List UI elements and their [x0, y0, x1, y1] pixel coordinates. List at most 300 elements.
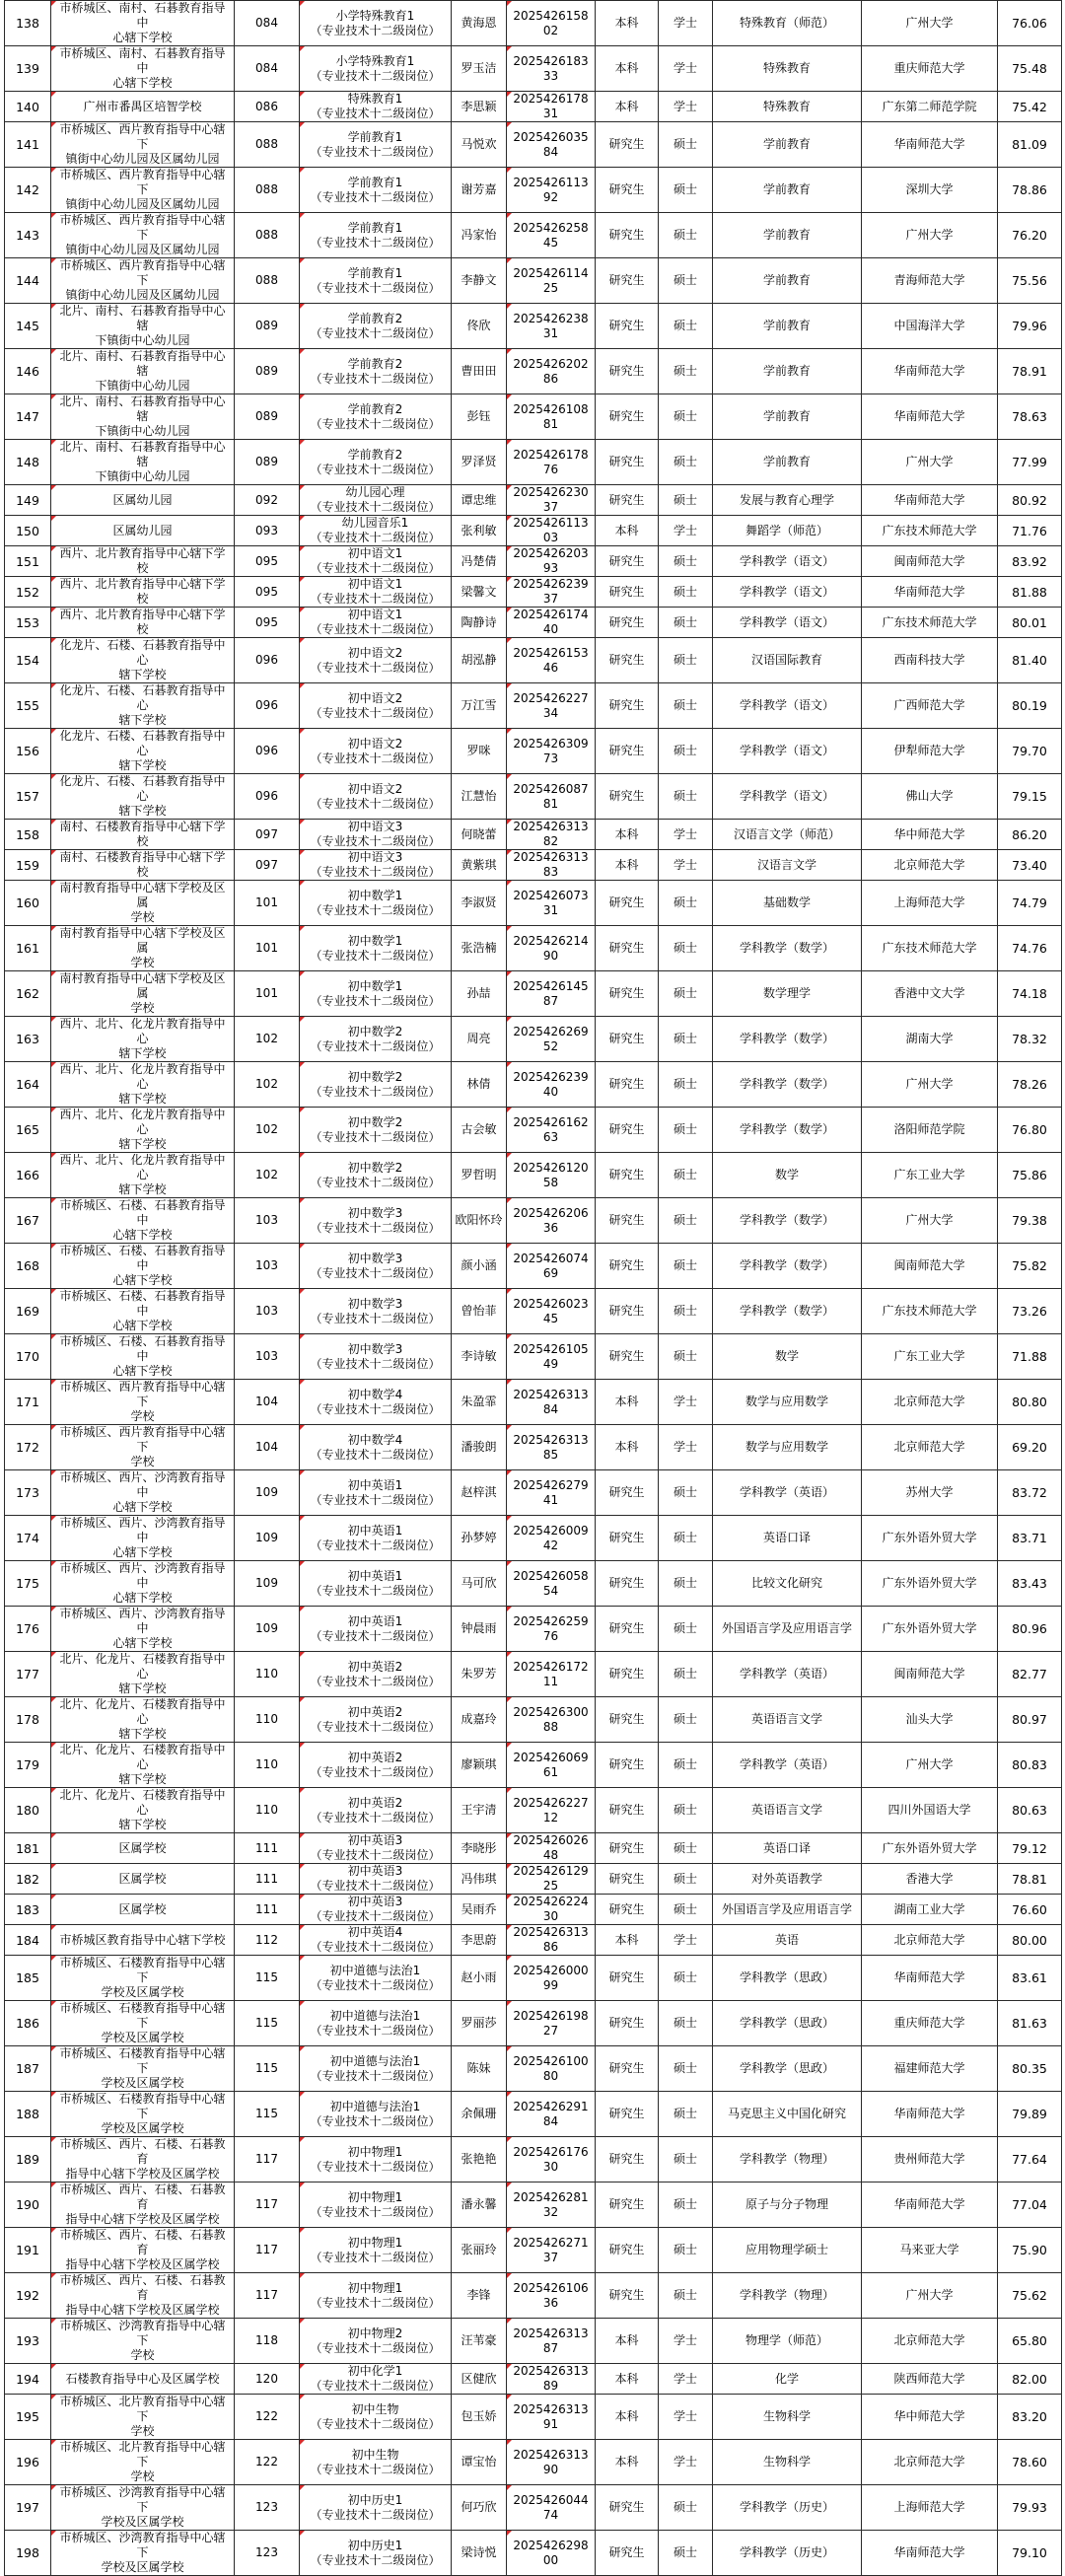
university-cell: 北京师范大学	[862, 2440, 998, 2485]
table-row	[5, 1652, 1062, 1697]
exam-number-cell: 202542602345	[507, 1289, 596, 1334]
candidate-name-cell: 颜小涵	[452, 1244, 507, 1289]
post-name-cell: 初中数学3 （专业技术十二级岗位）	[300, 1334, 452, 1380]
major-cell: 学科教学（数学）	[713, 1198, 862, 1244]
table-row	[5, 1334, 1062, 1380]
university-cell: 华南师范大学	[862, 122, 998, 168]
post-code-cell: 109	[235, 1561, 300, 1607]
table-row	[5, 1108, 1062, 1153]
education-cell: 研究生	[596, 1334, 659, 1380]
table-row	[5, 2395, 1062, 2440]
degree-cell: 硕士	[659, 122, 713, 168]
post-code-cell: 110	[235, 1743, 300, 1788]
degree-cell: 学士	[659, 2440, 713, 2485]
candidate-name-cell: 李诗敏	[452, 1334, 507, 1380]
exam-number-cell: 202542623937	[507, 577, 596, 608]
total-score-cell: 75.42	[998, 92, 1062, 122]
post-name-cell: 学前教育1 （专业技术十二级岗位）	[300, 168, 452, 213]
candidate-name-cell: 彭钰	[452, 394, 507, 440]
total-score-cell: 83.72	[998, 1470, 1062, 1516]
major-cell: 英语口译	[713, 1516, 862, 1561]
row-number-cell: 144	[5, 258, 51, 304]
post-name-cell: 初中语文2 （专业技术十二级岗位）	[300, 683, 452, 729]
major-cell: 英语语言文学	[713, 1697, 862, 1743]
table-row	[5, 394, 1062, 440]
post-name-cell: 初中数学1 （专业技术十二级岗位）	[300, 926, 452, 971]
employer-unit-cell: 市桥城区、石楼、石碁教育指导中 心辖下学校	[51, 1289, 235, 1334]
major-cell: 数学	[713, 1153, 862, 1198]
major-cell: 对外英语教学	[713, 1864, 862, 1895]
candidate-name-cell: 张浩楠	[452, 926, 507, 971]
post-name-cell: 初中语文3 （专业技术十二级岗位）	[300, 820, 452, 850]
education-cell: 研究生	[596, 2137, 659, 2182]
university-cell: 广西师范大学	[862, 683, 998, 729]
post-name-cell: 初中道德与法治1 （专业技术十二级岗位）	[300, 2092, 452, 2137]
degree-cell: 硕士	[659, 485, 713, 516]
row-number-cell: 146	[5, 349, 51, 394]
table-row	[5, 2273, 1062, 2319]
major-cell: 原子与分子物理	[713, 2182, 862, 2228]
table-row	[5, 1788, 1062, 1833]
total-score-cell: 80.63	[998, 1788, 1062, 1833]
education-cell: 研究生	[596, 2273, 659, 2319]
major-cell: 数学与应用数学	[713, 1425, 862, 1470]
university-cell: 伊犁师范大学	[862, 729, 998, 774]
total-score-cell: 76.20	[998, 213, 1062, 258]
row-number-cell: 197	[5, 2485, 51, 2531]
total-score-cell: 79.38	[998, 1198, 1062, 1244]
education-cell: 研究生	[596, 485, 659, 516]
candidate-name-cell: 孙梦婷	[452, 1516, 507, 1561]
post-name-cell: 幼儿园心理 （专业技术十二级岗位）	[300, 485, 452, 516]
table-row	[5, 1198, 1062, 1244]
major-cell: 应用物理学硕士	[713, 2228, 862, 2273]
table-row	[5, 1925, 1062, 1956]
exam-number-cell: 202542623940	[507, 1062, 596, 1108]
degree-cell: 学士	[659, 850, 713, 881]
candidate-name-cell: 梁馨文	[452, 577, 507, 608]
employer-unit-cell: 市桥城区、西片、沙湾教育指导中 心辖下学校	[51, 1470, 235, 1516]
table-row	[5, 2001, 1062, 2046]
exam-number-cell: 202542631390	[507, 2440, 596, 2485]
degree-cell: 硕士	[659, 1652, 713, 1697]
table-row	[5, 516, 1062, 546]
post-name-cell: 学前教育1 （专业技术十二级岗位）	[300, 122, 452, 168]
degree-cell: 硕士	[659, 1017, 713, 1062]
degree-cell: 硕士	[659, 1470, 713, 1516]
degree-cell: 硕士	[659, 881, 713, 926]
post-name-cell: 初中英语2 （专业技术十二级岗位）	[300, 1743, 452, 1788]
exam-number-cell: 202542611425	[507, 258, 596, 304]
row-number-cell: 185	[5, 1956, 51, 2001]
total-score-cell: 80.96	[998, 1607, 1062, 1652]
employer-unit-cell: 市桥城区、石楼教育指导中心辖下 学校及区属学校	[51, 2092, 235, 2137]
university-cell: 广州大学	[862, 1062, 998, 1108]
row-number-cell: 188	[5, 2092, 51, 2137]
university-cell: 湖南工业大学	[862, 1895, 998, 1925]
total-score-cell: 69.20	[998, 1425, 1062, 1470]
exam-number-cell: 202542631382	[507, 820, 596, 850]
post-code-cell: 097	[235, 850, 300, 881]
total-score-cell: 83.61	[998, 1956, 1062, 2001]
table-row	[5, 1516, 1062, 1561]
post-code-cell: 096	[235, 774, 300, 820]
employer-unit-cell: 区属幼儿园	[51, 516, 235, 546]
post-name-cell: 初中物理1 （专业技术十二级岗位）	[300, 2137, 452, 2182]
employer-unit-cell: 市桥城区、南村、石碁教育指导中 心辖下学校	[51, 1, 235, 46]
row-number-cell: 161	[5, 926, 51, 971]
degree-cell: 学士	[659, 1, 713, 46]
table-row	[5, 774, 1062, 820]
candidate-name-cell: 李晓彤	[452, 1833, 507, 1864]
exam-number-cell: 202542610549	[507, 1334, 596, 1380]
total-score-cell: 76.06	[998, 1, 1062, 46]
post-name-cell: 初中数学2 （专业技术十二级岗位）	[300, 1108, 452, 1153]
post-name-cell: 初中物理1 （专业技术十二级岗位）	[300, 2182, 452, 2228]
row-number-cell: 186	[5, 2001, 51, 2046]
total-score-cell: 74.79	[998, 881, 1062, 926]
table-row	[5, 46, 1062, 92]
post-code-cell: 101	[235, 881, 300, 926]
employer-unit-cell: 市桥城区、西片教育指导中心辖下 学校	[51, 1425, 235, 1470]
major-cell: 学科教学（历史）	[713, 2531, 862, 2576]
employer-unit-cell: 市桥城区、西片、石楼、石碁教育 指导中心辖下学校及区属学校	[51, 2228, 235, 2273]
university-cell: 贵州师范大学	[862, 2137, 998, 2182]
row-number-cell: 196	[5, 2440, 51, 2485]
row-number-cell: 178	[5, 1697, 51, 1743]
major-cell: 学前教育	[713, 258, 862, 304]
row-number-cell: 155	[5, 683, 51, 729]
degree-cell: 硕士	[659, 638, 713, 683]
exam-number-cell: 202542628132	[507, 2182, 596, 2228]
candidate-name-cell: 孙喆	[452, 971, 507, 1017]
post-code-cell: 111	[235, 1833, 300, 1864]
major-cell: 学科教学（数学）	[713, 1017, 862, 1062]
candidate-name-cell: 佟欣	[452, 304, 507, 349]
degree-cell: 硕士	[659, 1516, 713, 1561]
row-number-cell: 143	[5, 213, 51, 258]
total-score-cell: 75.90	[998, 2228, 1062, 2273]
degree-cell: 硕士	[659, 2485, 713, 2531]
education-cell: 研究生	[596, 2001, 659, 2046]
total-score-cell: 75.62	[998, 2273, 1062, 2319]
post-code-cell: 109	[235, 1470, 300, 1516]
exam-number-cell: 202542629800	[507, 2531, 596, 2576]
degree-cell: 硕士	[659, 1956, 713, 2001]
employer-unit-cell: 区属学校	[51, 1895, 235, 1925]
major-cell: 数学	[713, 1334, 862, 1380]
education-cell: 本科	[596, 2364, 659, 2395]
employer-unit-cell: 西片、北片、化龙片教育指导中心 辖下学校	[51, 1062, 235, 1108]
table-row	[5, 440, 1062, 485]
row-number-cell: 175	[5, 1561, 51, 1607]
row-number-cell: 165	[5, 1108, 51, 1153]
table-row	[5, 349, 1062, 394]
row-number-cell: 164	[5, 1062, 51, 1108]
row-number-cell: 191	[5, 2228, 51, 2273]
employer-unit-cell: 市桥城区、石楼、石碁教育指导中 心辖下学校	[51, 1198, 235, 1244]
post-name-cell: 学前教育2 （专业技术十二级岗位）	[300, 394, 452, 440]
university-cell: 北京师范大学	[862, 2319, 998, 2364]
table-row	[5, 258, 1062, 304]
total-score-cell: 79.89	[998, 2092, 1062, 2137]
candidate-name-cell: 余佩珊	[452, 2092, 507, 2137]
employer-unit-cell: 市桥城区、西片、沙湾教育指导中 心辖下学校	[51, 1607, 235, 1652]
degree-cell: 硕士	[659, 683, 713, 729]
total-score-cell: 79.12	[998, 1833, 1062, 1864]
employer-unit-cell: 西片、北片教育指导中心辖下学校	[51, 546, 235, 577]
post-code-cell: 101	[235, 971, 300, 1017]
major-cell: 学科教学（思政）	[713, 1956, 862, 2001]
major-cell: 生物科学	[713, 2395, 862, 2440]
education-cell: 研究生	[596, 881, 659, 926]
post-name-cell: 初中数学2 （专业技术十二级岗位）	[300, 1153, 452, 1198]
post-name-cell: 初中生物 （专业技术十二级岗位）	[300, 2440, 452, 2485]
education-cell: 研究生	[596, 638, 659, 683]
education-cell: 研究生	[596, 2485, 659, 2531]
exam-number-cell: 202542622712	[507, 1788, 596, 1833]
candidate-name-cell: 冯楚倩	[452, 546, 507, 577]
employer-unit-cell: 西片、北片教育指导中心辖下学校	[51, 608, 235, 638]
post-code-cell: 115	[235, 2092, 300, 2137]
table-row	[5, 1743, 1062, 1788]
table-row	[5, 1, 1062, 46]
total-score-cell: 71.76	[998, 516, 1062, 546]
post-code-cell: 103	[235, 1198, 300, 1244]
total-score-cell: 78.86	[998, 168, 1062, 213]
post-name-cell: 初中数学1 （专业技术十二级岗位）	[300, 971, 452, 1017]
post-name-cell: 学前教育2 （专业技术十二级岗位）	[300, 349, 452, 394]
table-row	[5, 92, 1062, 122]
exam-number-cell: 202542604474	[507, 2485, 596, 2531]
education-cell: 研究生	[596, 1743, 659, 1788]
education-cell: 研究生	[596, 1153, 659, 1198]
degree-cell: 硕士	[659, 1289, 713, 1334]
degree-cell: 硕士	[659, 2228, 713, 2273]
major-cell: 学科教学（数学）	[713, 1244, 862, 1289]
candidate-name-cell: 何晓蕾	[452, 820, 507, 850]
exam-number-cell: 202542611392	[507, 168, 596, 213]
employer-unit-cell: 市桥城区、石楼、石碁教育指导中 心辖下学校	[51, 1334, 235, 1380]
total-score-cell: 78.32	[998, 1017, 1062, 1062]
exam-number-cell: 202542631385	[507, 1425, 596, 1470]
post-name-cell: 初中历史1 （专业技术十二级岗位）	[300, 2531, 452, 2576]
exam-number-cell: 202542617876	[507, 440, 596, 485]
education-cell: 研究生	[596, 971, 659, 1017]
post-code-cell: 089	[235, 394, 300, 440]
major-cell: 外国语言学及应用语言学	[713, 1607, 862, 1652]
candidate-name-cell: 梁诗悦	[452, 2531, 507, 2576]
exam-number-cell: 202542625976	[507, 1607, 596, 1652]
employer-unit-cell: 北片、化龙片、石楼教育指导中心 辖下学校	[51, 1788, 235, 1833]
post-code-cell: 112	[235, 1925, 300, 1956]
major-cell: 学科教学（语文）	[713, 683, 862, 729]
exam-number-cell: 202542607331	[507, 881, 596, 926]
university-cell: 陕西师范大学	[862, 2364, 998, 2395]
employer-unit-cell: 南村、石楼教育指导中心辖下学校	[51, 820, 235, 850]
post-name-cell: 初中英语4 （专业技术十二级岗位）	[300, 1925, 452, 1956]
row-number-cell: 163	[5, 1017, 51, 1062]
table-row	[5, 1895, 1062, 1925]
candidate-name-cell: 罗哲明	[452, 1153, 507, 1198]
major-cell: 生物科学	[713, 2440, 862, 2485]
total-score-cell: 78.91	[998, 349, 1062, 394]
post-code-cell: 103	[235, 1289, 300, 1334]
university-cell: 香港中文大学	[862, 971, 998, 1017]
total-score-cell: 76.60	[998, 1895, 1062, 1925]
post-name-cell: 初中数学3 （专业技术十二级岗位）	[300, 1198, 452, 1244]
exam-number-cell: 202542620393	[507, 546, 596, 577]
education-cell: 研究生	[596, 258, 659, 304]
exam-number-cell: 202542603584	[507, 122, 596, 168]
major-cell: 学科教学（历史）	[713, 2485, 862, 2531]
degree-cell: 硕士	[659, 2092, 713, 2137]
employer-unit-cell: 市桥城区、石楼教育指导中心辖下 学校及区属学校	[51, 1956, 235, 2001]
degree-cell: 硕士	[659, 1561, 713, 1607]
degree-cell: 硕士	[659, 258, 713, 304]
major-cell: 数学与应用数学	[713, 1380, 862, 1425]
education-cell: 本科	[596, 92, 659, 122]
degree-cell: 硕士	[659, 1062, 713, 1108]
university-cell: 北京师范大学	[862, 850, 998, 881]
candidate-name-cell: 曾怡菲	[452, 1289, 507, 1334]
post-name-cell: 初中数学4 （专业技术十二级岗位）	[300, 1425, 452, 1470]
exam-number-cell: 202542630088	[507, 1697, 596, 1743]
employer-unit-cell: 化龙片、石楼、石碁教育指导中心 辖下学校	[51, 638, 235, 683]
education-cell: 研究生	[596, 1561, 659, 1607]
degree-cell: 学士	[659, 1425, 713, 1470]
row-number-cell: 174	[5, 1516, 51, 1561]
post-code-cell: 102	[235, 1153, 300, 1198]
total-score-cell: 83.43	[998, 1561, 1062, 1607]
major-cell: 学科教学（语文）	[713, 608, 862, 638]
university-cell: 苏州大学	[862, 1470, 998, 1516]
education-cell: 本科	[596, 820, 659, 850]
table-row	[5, 608, 1062, 638]
employer-unit-cell: 市桥城区、西片教育指导中心辖下 镇街中心幼儿园及区属幼儿园	[51, 258, 235, 304]
post-code-cell: 117	[235, 2273, 300, 2319]
post-code-cell: 095	[235, 608, 300, 638]
candidate-name-cell: 冯家怡	[452, 213, 507, 258]
education-cell: 研究生	[596, 304, 659, 349]
degree-cell: 硕士	[659, 2046, 713, 2092]
university-cell: 北京师范大学	[862, 1380, 998, 1425]
degree-cell: 学士	[659, 2395, 713, 2440]
education-cell: 研究生	[596, 546, 659, 577]
total-score-cell: 79.70	[998, 729, 1062, 774]
education-cell: 研究生	[596, 1244, 659, 1289]
degree-cell: 硕士	[659, 608, 713, 638]
results-table	[4, 0, 1062, 2576]
total-score-cell: 81.40	[998, 638, 1062, 683]
post-name-cell: 小学特殊教育1 （专业技术十二级岗位）	[300, 1, 452, 46]
candidate-name-cell: 李思蔚	[452, 1925, 507, 1956]
exam-number-cell: 202542618333	[507, 46, 596, 92]
table-row	[5, 1697, 1062, 1743]
candidate-name-cell: 陶静诗	[452, 608, 507, 638]
total-score-cell: 79.93	[998, 2485, 1062, 2531]
row-number-cell: 194	[5, 2364, 51, 2395]
education-cell: 本科	[596, 1, 659, 46]
post-name-cell: 初中英语1 （专业技术十二级岗位）	[300, 1516, 452, 1561]
education-cell: 研究生	[596, 1108, 659, 1153]
post-code-cell: 088	[235, 258, 300, 304]
major-cell: 学科教学（语文）	[713, 577, 862, 608]
exam-number-cell: 202542617630	[507, 2137, 596, 2182]
degree-cell: 硕士	[659, 1895, 713, 1925]
exam-number-cell: 202542612925	[507, 1864, 596, 1895]
exam-number-cell: 202542600942	[507, 1516, 596, 1561]
employer-unit-cell: 西片、北片、化龙片教育指导中心 辖下学校	[51, 1017, 235, 1062]
post-name-cell: 初中物理2 （专业技术十二级岗位）	[300, 2319, 452, 2364]
total-score-cell: 73.40	[998, 850, 1062, 881]
post-code-cell: 088	[235, 213, 300, 258]
employer-unit-cell: 市桥城区、西片、沙湾教育指导中 心辖下学校	[51, 1516, 235, 1561]
exam-number-cell: 202542631383	[507, 850, 596, 881]
employer-unit-cell: 石楼教育指导中心及区属学校	[51, 2364, 235, 2395]
education-cell: 研究生	[596, 2182, 659, 2228]
row-number-cell: 141	[5, 122, 51, 168]
education-cell: 研究生	[596, 1895, 659, 1925]
education-cell: 本科	[596, 516, 659, 546]
education-cell: 研究生	[596, 774, 659, 820]
table-row	[5, 971, 1062, 1017]
university-cell: 华南师范大学	[862, 2182, 998, 2228]
exam-number-cell: 202542615802	[507, 1, 596, 46]
university-cell: 广东技术师范大学	[862, 926, 998, 971]
education-cell: 研究生	[596, 2092, 659, 2137]
post-code-cell: 122	[235, 2440, 300, 2485]
row-number-cell: 168	[5, 1244, 51, 1289]
row-number-cell: 183	[5, 1895, 51, 1925]
employer-unit-cell: 南村教育指导中心辖下学校及区属 学校	[51, 926, 235, 971]
total-score-cell: 80.19	[998, 683, 1062, 729]
major-cell: 学前教育	[713, 213, 862, 258]
table-row	[5, 213, 1062, 258]
candidate-name-cell: 朱罗芳	[452, 1652, 507, 1697]
exam-number-cell: 202542631391	[507, 2395, 596, 2440]
candidate-name-cell: 罗泽贤	[452, 440, 507, 485]
major-cell: 学科教学（数学）	[713, 1289, 862, 1334]
total-score-cell: 73.26	[998, 1289, 1062, 1334]
candidate-name-cell: 王宇清	[452, 1788, 507, 1833]
total-score-cell: 79.15	[998, 774, 1062, 820]
candidate-name-cell: 包玉娇	[452, 2395, 507, 2440]
table-row	[5, 683, 1062, 729]
degree-cell: 学士	[659, 1380, 713, 1425]
row-number-cell: 189	[5, 2137, 51, 2182]
post-name-cell: 初中语文1 （专业技术十二级岗位）	[300, 577, 452, 608]
exam-number-cell: 202542619827	[507, 2001, 596, 2046]
university-cell: 闽南师范大学	[862, 546, 998, 577]
major-cell: 学前教育	[713, 394, 862, 440]
total-score-cell: 80.97	[998, 1697, 1062, 1743]
university-cell: 华中师范大学	[862, 2395, 998, 2440]
post-name-cell: 初中数学4 （专业技术十二级岗位）	[300, 1380, 452, 1425]
row-number-cell: 149	[5, 485, 51, 516]
exam-number-cell: 202542625845	[507, 213, 596, 258]
total-score-cell: 81.88	[998, 577, 1062, 608]
employer-unit-cell: 区属学校	[51, 1864, 235, 1895]
university-cell: 广州大学	[862, 1, 998, 46]
university-cell: 闽南师范大学	[862, 1652, 998, 1697]
candidate-name-cell: 谭忠维	[452, 485, 507, 516]
education-cell: 研究生	[596, 440, 659, 485]
university-cell: 广东外语外贸大学	[862, 1833, 998, 1864]
candidate-name-cell: 黄海恩	[452, 1, 507, 46]
employer-unit-cell: 市桥城区、沙湾教育指导中心辖下 学校及区属学校	[51, 2485, 235, 2531]
education-cell: 研究生	[596, 608, 659, 638]
